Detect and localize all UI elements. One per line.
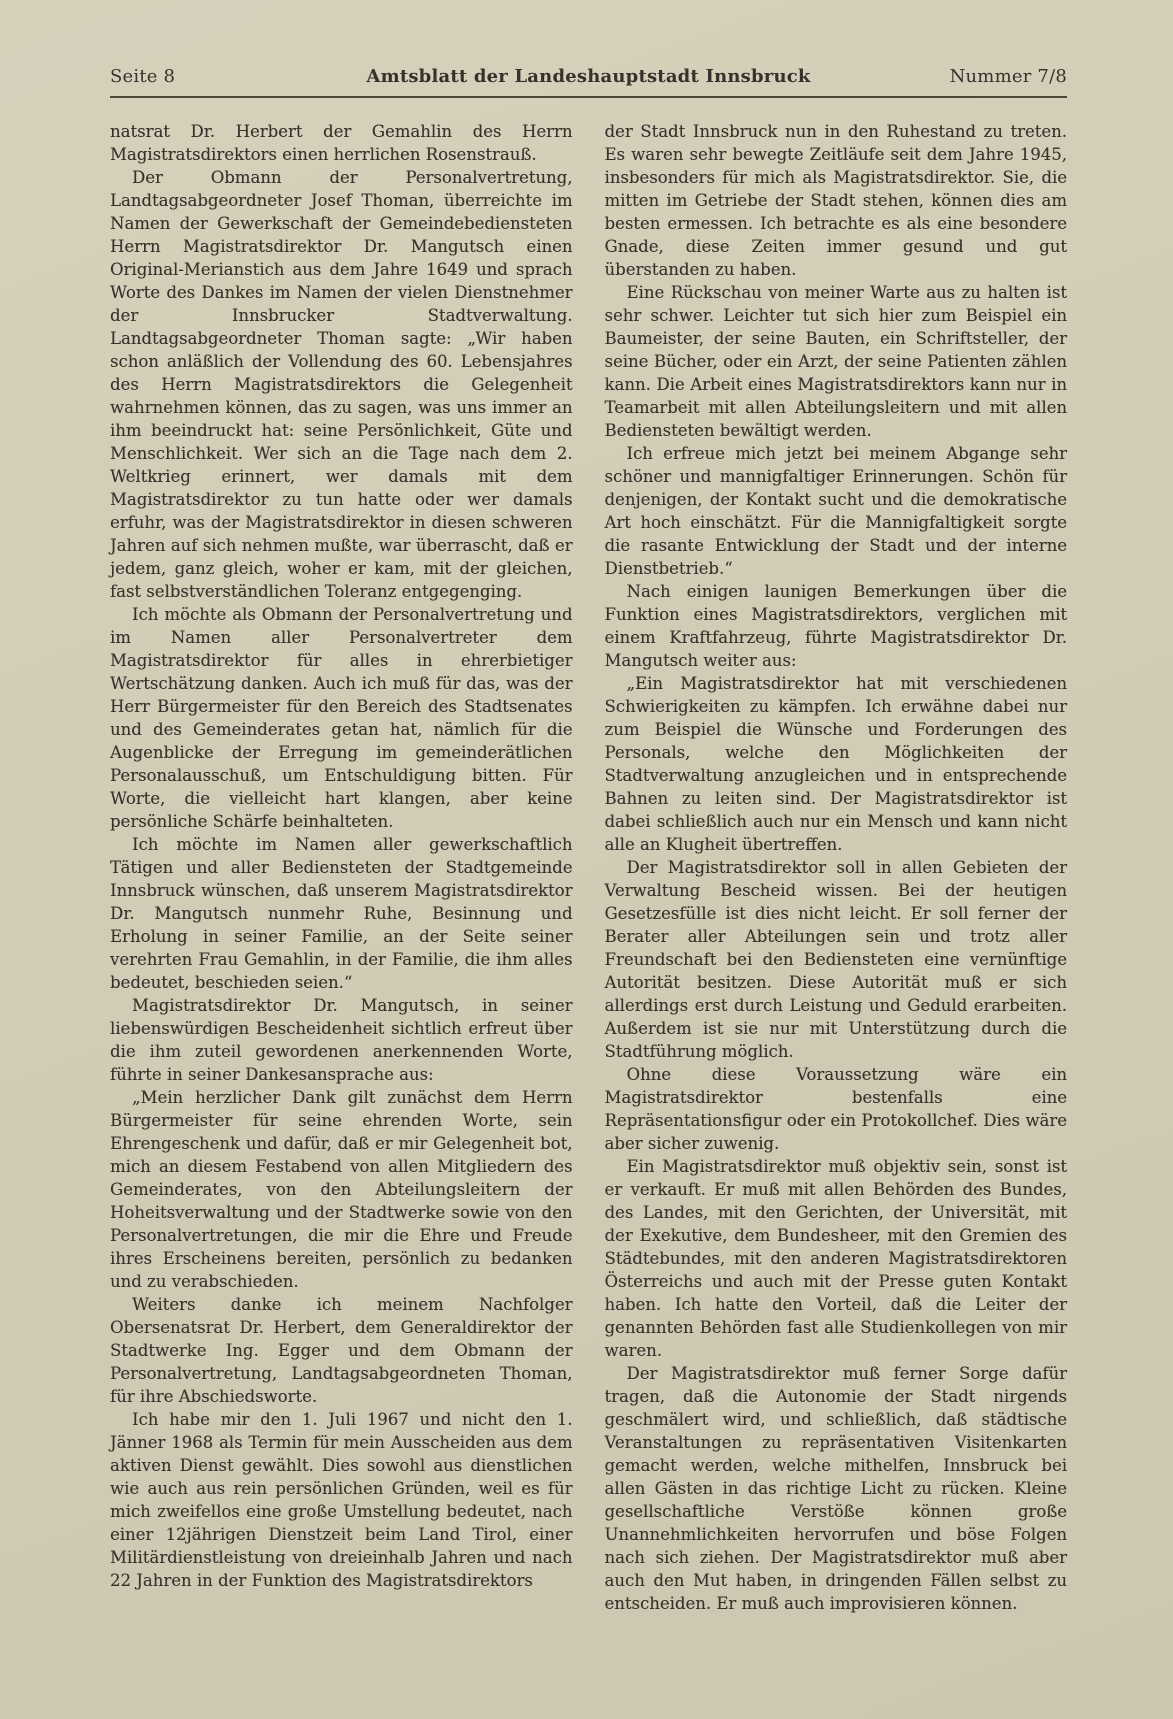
page-title: Amtsblatt der Landeshauptstadt Innsbruck xyxy=(366,66,811,87)
column-right xyxy=(605,120,1068,1615)
paragraph: Magistratsdirektor Dr. Mangutsch, in seiner liebenswürdigen Bescheidenheit sichtlich erfreut über die ihm zuteil gewordenen anerkennenden Worte, führte in seiner Dankesansprache aus: xyxy=(110,996,573,1084)
paragraph: Ich möchte als Obmann der Personalvertretung und im Namen aller Personalvertreter dem Magistratsdirektor für alles in ehrerbietiger Wertschätzung danken. Auch ich muß für das, was der Herr Bürgermeister für den Bereich des Stadtsenates und des Gemeinderates getan hat, nämlich für die Augenblicke der Erregung im gemeinderätlichen Personalausschuß, um Entschuldigung bitten. Für Worte, die vielleicht hart klangen, aber keine persönliche Schärfe beinhalteten. xyxy=(110,605,573,831)
paragraph: Ich habe mir den 1. Juli 1967 und nicht den 1. Jänner 1968 als Termin für mein Ausscheiden aus dem aktiven Dienst gewählt. Dies sowohl aus dienstlichen wie auch aus rein persönlichen Gründen, weil es für mich zweifellos eine große Umstellung bedeutet, nach einer 12jährigen Dienstzeit beim Land Tirol, einer Militärdienstleistung von dreieinhalb Jahren und nach 22 Jahren in der Funktion des Magistratsdirektors xyxy=(110,1410,573,1590)
column-left xyxy=(110,120,573,1615)
paragraph: der Stadt Innsbruck nun in den Ruhestand zu treten. Es waren sehr bewegte Zeitläufe seit dem Jahre 1945, insbesonders für mich als Magistratsdirektor. Sie, die mitten im Getriebe der Stadt stehen, können dies am besten ermessen. Ich betrachte es als eine besondere Gnade, diese Zeiten immer gesund und gut überstanden zu haben. xyxy=(604,122,1067,279)
paragraph: Der Magistratsdirektor muß ferner Sorge dafür tragen, daß die Autonomie der Stadt nirgends geschmälert wird, und schließlich, daß städtische Veranstaltungen zu repräsentativen Visitenkarten gemacht werden, welche mithelfen, Innsbruck bei allen Gästen in das richtige Licht zu rücken. Kleine gesellschaftliche Verstöße können große Unannehmlichkeiten hervorrufen und böse Folgen nach sich ziehen. Der Magistratsdirektor muß aber auch den Mut haben, in dringenden Fällen selbst zu entscheiden. Er muß auch improvisieren können. xyxy=(604,1364,1067,1613)
paragraph: „Ein Magistratsdirektor hat mit verschiedenen Schwierigkeiten zu kämpfen. Ich erwähne dabei nur zum Beispiel die Wünsche und Forderungen des Personals, welche den Möglichkeiten der Stadtverwaltung anzugleichen und in entsprechende Bahnen zu leiten sind. Der Magistratsdirektor ist dabei schließlich auch nur ein Mensch und kann nicht alle an Klugheit übertreffen. xyxy=(604,674,1067,854)
paragraph: Ich möchte im Namen aller gewerkschaftlich Tätigen und aller Bediensteten der Stadtgemeinde Innsbruck wünschen, daß unserem Magistratsdirektor Dr. Mangutsch nunmehr Ruhe, Besinnung und Erholung in seiner Familie, an der Seite seiner verehrten Frau Gemahlin, in der Familie, die ihm alles bedeutet, beschieden seien.“ xyxy=(110,835,573,992)
paragraph: natsrat Dr. Herbert der Gemahlin des Herrn Magistratsdirektors einen herrlichen Rosenstrauß. xyxy=(110,122,573,164)
paragraph: Nach einigen launigen Bemerkungen über die Funktion eines Magistratsdirektors, verglichen mit einem Kraftfahrzeug, führte Magistratsdirektor Dr. Mangutsch weiter aus: xyxy=(604,582,1067,670)
paragraph: Der Obmann der Personalvertretung, Landtagsabgeordneter Josef Thoman, überreichte im Namen der Gewerkschaft der Gemeindebediensteten Herrn Magistratsdirektor Dr. Mangutsch einen Original-Merianstich aus dem Jahre 1649 und sprach Worte des Dankes im Namen der vielen Dienstnehmer der Innsbrucker Stadtverwaltung. Landtagsabgeordneter Thoman sagte: „Wir haben schon anläßlich der Vollendung des 60. Lebensjahres des Herrn Magistratsdirektors die Gelegenheit wahrnehmen können, das zu sagen, was uns immer an ihm beeindruckt hat: seine Persönlichkeit, Güte und Menschlichkeit. Wer sich an die Tage nach dem 2. Weltkrieg erinnert, wer damals mit dem Magistratsdirektor zu tun hatte oder wer damals erfuhr, was der Magistratsdirektor in diesen schweren Jahren auf sich nehmen mußte, war überrascht, daß er jedem, ganz gleich, woher er kam, mit der gleichen, fast selbstverständlichen Toleranz entgegenging. xyxy=(110,168,573,601)
paragraph: „Mein herzlicher Dank gilt zunächst dem Herrn Bürgermeister für seine ehrenden Worte, sein Ehrengeschenk und dafür, daß er mir Gelegenheit bot, mich an diesem Festabend von allen Mitgliedern des Gemeinderates, von den Abteilungsleitern der Hoheitsverwaltung und der Stadtwerke sowie von den Personalvertretungen, die mir die Ehre und Freude ihres Erscheinens bereiten, persönlich zu bedanken und zu verabschieden. xyxy=(110,1088,573,1291)
header-divider xyxy=(110,96,1067,98)
paragraph: Ich erfreue mich jetzt bei meinem Abgange sehr schöner und mannigfaltiger Erinnerungen. Schön für denjenigen, der Kontakt sucht und die demokratische Art hoch einschätzt. Für die Mannigfaltigkeit sorgte die rasante Entwicklung der Stadt und der interne Dienstbetrieb.“ xyxy=(604,444,1067,578)
issue-number: Nummer 7/8 xyxy=(949,66,1067,87)
paragraph: Der Magistratsdirektor soll in allen Gebieten der Verwaltung Bescheid wissen. Bei der heutigen Gesetzesfülle ist dies nicht leicht. Er soll ferner der Berater aller Abteilungen sein und trotz aller Freundschaft bei den Bediensteten eine vernünftige Autorität besitzen. Diese Autorität muß er sich allerdings erst durch Leistung und Geduld erarbeiten. Außerdem ist sie nur mit Unterstützung durch die Stadtführung möglich. xyxy=(604,858,1067,1061)
paragraph: Ein Magistratsdirektor muß objektiv sein, sonst ist er verkauft. Er muß mit allen Behörden des Bundes, des Landes, mit den Gerichten, der Universität, mit der Exekutive, dem Bundesheer, mit den Gremien des Städtebundes, mit den anderen Magistratsdirektoren Österreichs und auch mit der Presse guten Kontakt haben. Ich hatte den Vorteil, daß die Leiter der genannten Behörden fast alle Studienkollegen von mir waren. xyxy=(604,1157,1067,1360)
paragraph: Weiters danke ich meinem Nachfolger Obersenatsrat Dr. Herbert, dem Generaldirektor der Stadtwerke Ing. Egger und dem Obmann der Personalvertretung, Landtagsabgeordneten Thoman, für ihre Abschiedsworte. xyxy=(110,1295,573,1406)
text-columns xyxy=(110,120,1067,1615)
paragraph: Eine Rückschau von meiner Warte aus zu halten ist sehr schwer. Leichter tut sich hier zum Beispiel ein Baumeister, der seine Bauten, ein Schriftsteller, der seine Bücher, oder ein Arzt, der seine Patienten zählen kann. Die Arbeit eines Magistratsdirektors kann nur in Teamarbeit mit allen Abteilungsleitern und mit allen Bediensteten bewältigt werden. xyxy=(604,283,1067,440)
page-number: Seite 8 xyxy=(110,66,176,87)
paragraph: Ohne diese Voraussetzung wäre ein Magistratsdirektor bestenfalls eine Repräsentationsfigur oder ein Protokollchef. Dies wäre aber sicher zuwenig. xyxy=(604,1065,1067,1153)
page-header xyxy=(110,66,1067,87)
